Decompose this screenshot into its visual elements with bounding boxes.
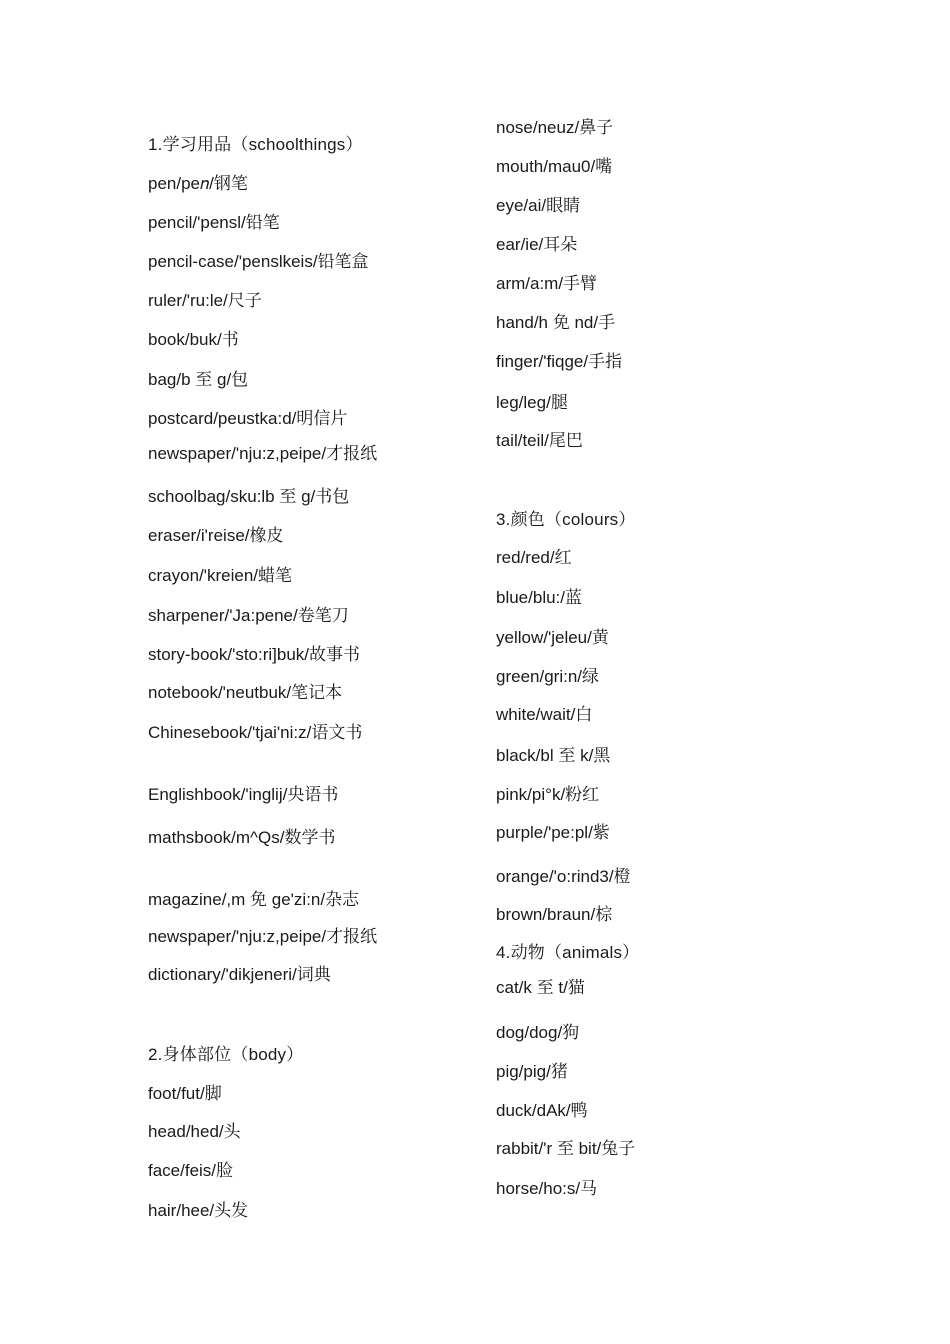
vocab-item: face/feis/脸 [148, 1161, 234, 1180]
vocab-item: dog/dog/狗 [496, 1023, 580, 1042]
vocab-item: duck/dAk/鸭 [496, 1101, 588, 1120]
vocab-item: arm/a:m/手臂 [496, 274, 598, 293]
vocab-item: newspaper/'nju:z,peipe/才报纸 [148, 927, 378, 946]
vocab-item: foot/fut/脚 [148, 1084, 222, 1103]
vocab-item: cat/k 至 t/猫 [496, 978, 585, 997]
vocab-item: pen/pe𝑛/钢笔 [148, 174, 248, 193]
vocab-item: tail/teil/尾巴 [496, 431, 583, 450]
vocab-item: eraser/i'reise/橡皮 [148, 526, 284, 545]
vocab-item: pencil-case/'penslkeis/铅笔盒 [148, 252, 369, 271]
vocab-item: crayon/'kreien/蜡笔 [148, 566, 293, 585]
vocab-item: brown/braun/棕 [496, 905, 613, 924]
vocab-item: book/buk/书 [148, 330, 239, 349]
vocab-item: pig/pig/猪 [496, 1062, 568, 1081]
vocab-item: purple/'pe:pl/紫 [496, 823, 610, 842]
vocab-item: ruler/'ru:le/尺子 [148, 291, 262, 310]
vocab-item: yellow/'jeleu/黄 [496, 628, 609, 647]
vocab-item: leg/leg/腿 [496, 393, 568, 412]
section-heading-animals: 4.动物（animals） [496, 943, 640, 962]
vocab-item: finger/'fiqge/手指 [496, 352, 623, 371]
vocab-item: orange/'o:rind3/橙 [496, 867, 631, 886]
section-heading-colours: 3.颜色（colours） [496, 510, 636, 529]
vocab-item: pencil/'pensl/铅笔 [148, 213, 280, 232]
vocab-item: black/bl 至 k/黑 [496, 746, 611, 765]
vocab-item: dictionary/'dikjeneri/词典 [148, 965, 331, 984]
vocab-item: bag/b 至 g/包 [148, 370, 249, 389]
vocab-item: Englishbook/'inglij/央语书 [148, 785, 339, 804]
vocab-item: red/red/红 [496, 548, 572, 567]
vocab-item: hand/h 免 nd/手 [496, 313, 616, 332]
vocab-item: ear/ie/耳朵 [496, 235, 578, 254]
vocab-item: mouth/mau0/嘴 [496, 157, 613, 176]
vocab-item: story-book/'sto:ri]buk/故事书 [148, 645, 361, 664]
section-heading-body: 2.身体部位（body） [148, 1045, 304, 1064]
vocab-item: white/wait/白 [496, 705, 593, 724]
vocab-item: pink/pi°k/粉红 [496, 785, 600, 804]
vocab-item: magazine/,m 免 ge'zi:n/杂志 [148, 890, 360, 909]
vocab-item: rabbit/'r 至 bit/兔子 [496, 1139, 636, 1158]
vocab-item: mathsbook/m^Qs/数学书 [148, 828, 336, 847]
vocab-item: hair/hee/头发 [148, 1201, 249, 1220]
vocab-item: sharpener/'Ja:pene/卷笔刀 [148, 606, 349, 625]
vocab-item: horse/ho:s/马 [496, 1179, 598, 1198]
vocab-item: eye/ai/眼睛 [496, 196, 581, 215]
vocab-item: head/hed/头 [148, 1122, 241, 1141]
section-heading-school-things: 1.学习用品（schoolthings） [148, 135, 363, 154]
vocab-item: schoolbag/sku:lb 至 g/书包 [148, 487, 350, 506]
vocab-item: Chinesebook/'tjai'ni:z/语文书 [148, 723, 363, 742]
vocab-item: notebook/'neutbuk/笔记本 [148, 683, 343, 702]
vocab-item: blue/blu:/蓝 [496, 588, 582, 607]
vocab-item: nose/neuz/鼻子 [496, 118, 614, 137]
vocab-item: newspaper/'nju:z,peipe/才报纸 [148, 444, 378, 463]
vocab-item: green/gri:n/绿 [496, 667, 599, 686]
vocab-item: postcard/peustka:d/明信片 [148, 409, 348, 428]
